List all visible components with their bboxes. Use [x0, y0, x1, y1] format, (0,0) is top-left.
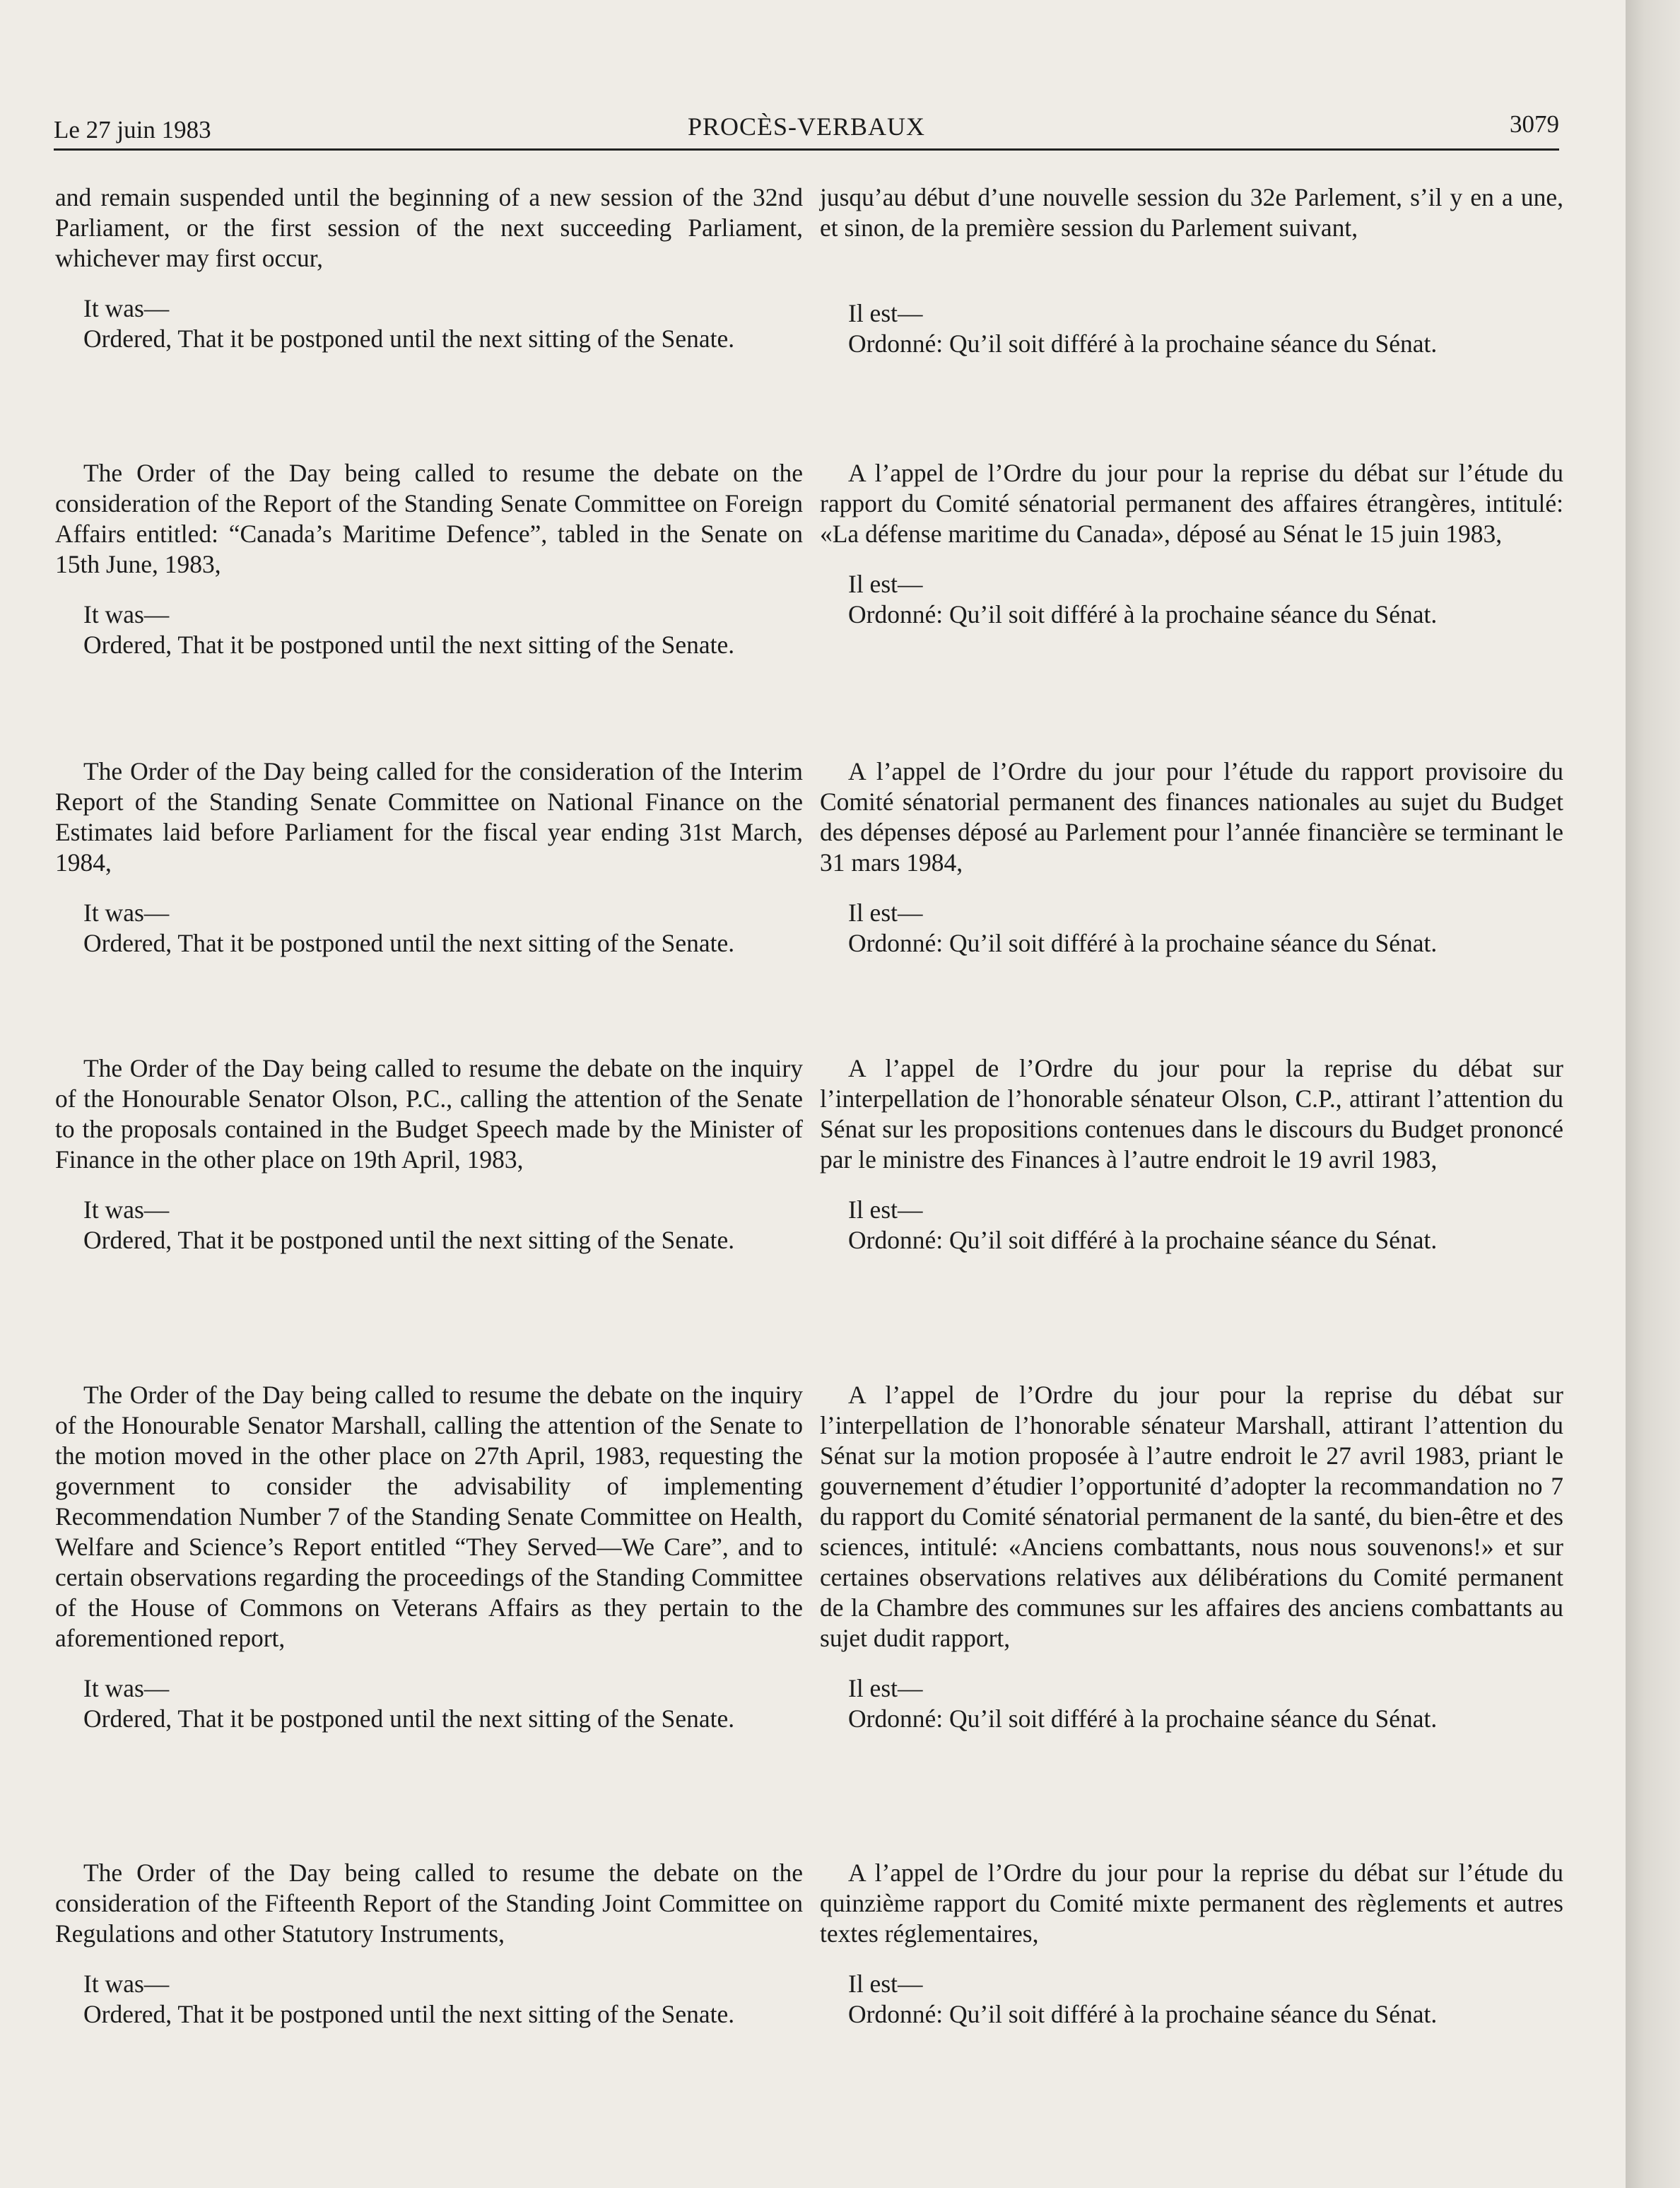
entry-2-en: [55, 756, 803, 959]
ordered-text: Ordered, That it be postponed until the next sitting of the Senate.: [83, 1226, 735, 1254]
it-was: It was—: [83, 600, 170, 628]
entry-0-fr: [820, 182, 1563, 359]
page-edge: [1626, 0, 1680, 2188]
it-was: It was—: [83, 1674, 170, 1702]
entry-4-en: [55, 1380, 803, 1734]
il-est: Il est—: [848, 1195, 923, 1224]
entry-3-en: [55, 1053, 803, 1256]
entry-5-fr: [820, 1858, 1563, 2030]
il-est: Il est—: [848, 899, 923, 927]
entry-text: A l’appel de l’Ordre du jour pour la reprise du débat sur l’interpellation de l’honorable sénateur Marshall, attirant l’attention du Sénat sur la motion proposée à l’autre endroit le 27 avril 1983, priant le gouvernement d’étudier l’opportunité d’adopter la recommandation no 7 du rapport du Comité sénatorial permanent de la santé, du bien-être et des sciences, intitulé: «Anciens combattants, nous nous souvenons!» et sur certaines observations relatives aux délibérations du Comité permanent de la Chambre des communes sur les affaires des anciens combattants au sujet dudit rapport,: [820, 1381, 1563, 1652]
entry-4-fr: [820, 1380, 1563, 1734]
ordered-text: Ordered, That it be postponed until the next sitting of the Senate.: [83, 2000, 735, 2028]
entry-text: A l’appel de l’Ordre du jour pour la reprise du débat sur l’étude du quinzième rapport du Comité mixte permanent des règlements et autres textes réglementaires,: [820, 1859, 1563, 1948]
it-was: It was—: [83, 1195, 170, 1224]
ordonne-text: Ordonné: Qu’il soit différé à la prochaine séance du Sénat.: [848, 929, 1438, 957]
header-title: PROCÈS-VERBAUX: [687, 112, 926, 141]
it-was: It was—: [83, 899, 170, 927]
ordered-text: Ordered, That it be postponed until the next sitting of the Senate.: [83, 929, 735, 957]
il-est: Il est—: [848, 1970, 923, 1998]
ordered-text: Ordered, That it be postponed until the next sitting of the Senate.: [83, 324, 735, 353]
it-was: It was—: [83, 294, 170, 322]
entry-1-en: [55, 458, 803, 660]
entry-text: The Order of the Day being called to resume the debate on the inquiry of the Honourable Senator Marshall, calling the attention of the Senate to the motion moved in the other place on 27th April, 1983, requesting the government to consider the advisability of implementing Recommendation Number 7 of the Standing Senate Committee on Health, Welfare and Science’s Report entitled “They Served—We Care”, and to certain observations regarding the proceedings of the Standing Committee of the House of Commons on Veterans Affairs as they pertain to the aforementioned report,: [55, 1381, 803, 1652]
ordonne-text: Ordonné: Qu’il soit différé à la prochaine séance du Sénat.: [848, 1226, 1438, 1254]
ordered-text: Ordered, That it be postponed until the next sitting of the Senate.: [83, 631, 735, 659]
il-est: Il est—: [848, 570, 923, 598]
entry-text: A l’appel de l’Ordre du jour pour la reprise du débat sur l’interpellation de l’honorable sénateur Olson, C.P., attirant l’attention du Sénat sur les propositions contenues dans le discours du Budget prononcé par le ministre des Finances à l’autre endroit le 19 avril 1983,: [820, 1054, 1563, 1174]
entry-text: jusqu’au début d’une nouvelle session du 32e Parlement, s’il y en a une, et sinon, de la première session du Parlement suivant,: [820, 183, 1563, 242]
entry-text: and remain suspended until the beginning of a new session of the 32nd Parliament, or the first session of the next succeeding Parliament, whichever may first occur,: [55, 183, 803, 272]
entry-text: The Order of the Day being called to resume the debate on the inquiry of the Honourable Senator Olson, P.C., calling the attention of the Senate to the proposals contained in the Budget Speech made by the Minister of Finance in the other place on 19th April, 1983,: [55, 1054, 803, 1174]
entry-text: The Order of the Day being called to resume the debate on the consideration of the Report of the Standing Senate Committee on Foreign Affairs entitled: “Canada’s Maritime Defence”, tabled in the Senate on 15th June, 1983,: [55, 459, 803, 578]
ordonne-text: Ordonné: Qu’il soit différé à la prochaine séance du Sénat.: [848, 2000, 1438, 2028]
ordonne-text: Ordonné: Qu’il soit différé à la prochaine séance du Sénat.: [848, 600, 1438, 628]
it-was: It was—: [83, 1970, 170, 1998]
entry-1-fr: [820, 458, 1563, 630]
il-est: Il est—: [848, 1674, 923, 1702]
entry-0-en: [55, 182, 803, 354]
il-est: Il est—: [848, 299, 923, 327]
entry-text: The Order of the Day being called for the consideration of the Interim Report of the Standing Senate Committee on National Finance on the Estimates laid before Parliament for the fiscal year ending 31st March, 1984,: [55, 757, 803, 877]
ordered-text: Ordered, That it be postponed until the next sitting of the Senate.: [83, 1704, 735, 1733]
entry-5-en: [55, 1858, 803, 2030]
ordonne-text: Ordonné: Qu’il soit différé à la prochaine séance du Sénat.: [848, 1704, 1438, 1733]
entry-text: The Order of the Day being called to resume the debate on the consideration of the Fifteenth Report of the Standing Joint Committee on Regulations and other Statutory Instruments,: [55, 1859, 803, 1948]
entry-text: A l’appel de l’Ordre du jour pour l’étude du rapport provisoire du Comité sénatorial permanent des finances nationales au sujet du Budget des dépenses déposé au Parlement pour l’année financière se terminant le 31 mars 1984,: [820, 757, 1563, 877]
page-number: 3079: [1510, 110, 1559, 138]
page-header: [54, 106, 1559, 151]
entry-3-fr: [820, 1053, 1563, 1256]
ordonne-text: Ordonné: Qu’il soit différé à la prochaine séance du Sénat.: [848, 329, 1438, 358]
header-date: Le 27 juin 1983: [54, 116, 211, 144]
entry-2-fr: [820, 756, 1563, 959]
entry-text: A l’appel de l’Ordre du jour pour la reprise du débat sur l’étude du rapport du Comité sénatorial permanent des affaires étrangères, intitulé: «La défense maritime du Canada», déposé au Sénat le 15 juin 1983,: [820, 459, 1563, 548]
